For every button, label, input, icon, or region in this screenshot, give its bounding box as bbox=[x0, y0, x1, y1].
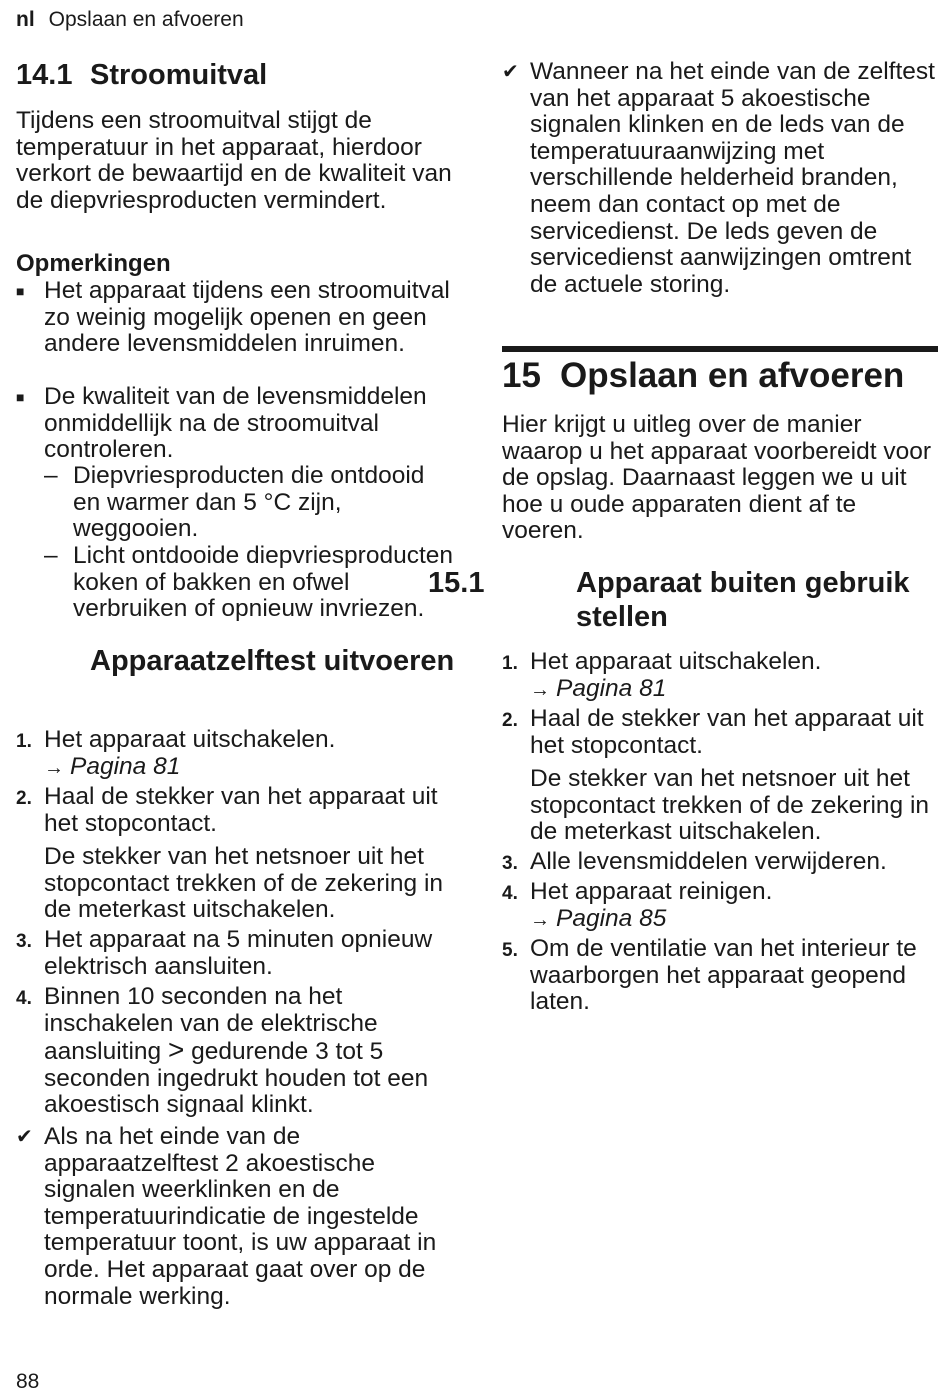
chapter-15-intro: Hier krijgt u uitleg over de manier waarop u het apparaat voorbereidt voor de opslag. Daarnaast leggen we u uit hoe u oude apparaten dient af te voeren. bbox=[502, 411, 932, 545]
section-number: 14.1 bbox=[16, 59, 73, 91]
notes-heading: Opmerkingen bbox=[16, 250, 171, 277]
chapter-title: Opslaan en afvoeren bbox=[48, 8, 244, 31]
dash-bullet-icon: – bbox=[44, 462, 58, 489]
step-item bbox=[502, 879, 940, 906]
step-item bbox=[16, 927, 436, 980]
step-text: Alle levensmiddelen verwijderen. bbox=[530, 848, 887, 875]
result-item bbox=[502, 59, 940, 298]
step-item bbox=[16, 784, 456, 837]
dash-bullet-icon: – bbox=[44, 542, 58, 569]
step-item bbox=[502, 649, 940, 676]
step-number: 5. bbox=[502, 940, 518, 961]
step-item bbox=[502, 849, 940, 876]
chapter-heading-title: Opslaan en afvoeren bbox=[560, 356, 905, 395]
step-text: Het apparaat na 5 minuten opnieuw elektrisch aansluiten. bbox=[44, 926, 433, 980]
step-number: 1. bbox=[16, 731, 32, 752]
step-item bbox=[502, 936, 930, 1016]
note-text: Het apparaat tijdens een stroomuitval zo weinig mogelijk openen en geen andere levensmiddelen inruimen. bbox=[44, 277, 450, 358]
note-item bbox=[16, 384, 456, 464]
note-text: De kwaliteit van de levensmiddelen onmiddellijk na de stroomuitval controleren. bbox=[44, 383, 427, 464]
section-title: Stroomuitval bbox=[90, 59, 268, 91]
arrow-right-icon: → bbox=[44, 757, 64, 779]
arrow-right-icon: → bbox=[530, 909, 550, 931]
step-number: 2. bbox=[16, 788, 32, 809]
step-number: 3. bbox=[16, 931, 32, 952]
chevron-right-key-icon: > bbox=[167, 1034, 185, 1066]
sub-note-item bbox=[16, 543, 456, 623]
step-text: Het apparaat uitschakelen. bbox=[44, 726, 336, 753]
chapter-number: 15 bbox=[502, 356, 541, 395]
step-text: Binnen 10 seconden na het inschakelen van de elektrische aansluiting bbox=[44, 983, 378, 1066]
page-reference-text[interactable]: Pagina 81 bbox=[70, 753, 181, 780]
step-detail: De stekker van het netsnoer uit het stopcontact trekken of de zekering in de meterkast uitschakelen. bbox=[44, 843, 444, 924]
chapter-divider bbox=[502, 346, 938, 352]
step-item bbox=[16, 984, 444, 1119]
step-text: Het apparaat uitschakelen. bbox=[530, 648, 822, 675]
step-number: 4. bbox=[16, 988, 32, 1009]
sub-note-text: Licht ontdooide diepvriesproducten koken of bakken en ofwel verbruiken of opnieuw invriezen. bbox=[73, 542, 454, 623]
step-detail: De stekker van het netsnoer uit het stopcontact trekken of de zekering in de meterkast uitschakelen. bbox=[530, 765, 930, 846]
section-14-1-heading bbox=[16, 58, 267, 92]
step-number: 4. bbox=[502, 883, 518, 904]
step-number: 1. bbox=[502, 653, 518, 674]
step-text: Om de ventilatie van het interieur te waarborgen het apparaat geopend laten. bbox=[530, 935, 917, 1016]
step-item bbox=[502, 706, 940, 759]
result-text: Als na het einde van de apparaatzelftest 2 akoestische signalen weerklinken en de temperatuurindicatie de ingestelde temperatuur toont, is uw apparaat in orde. Het apparaat gaat over op de normale werking. bbox=[44, 1123, 437, 1310]
page-header bbox=[16, 8, 244, 32]
chapter-15-heading bbox=[502, 356, 904, 396]
step-text-continued: gedurende 3 tot 5 seconden ingedrukt houden tot een akoestisch signaal klinkt. bbox=[44, 1038, 429, 1119]
result-item bbox=[16, 1124, 456, 1310]
page-number: 88 bbox=[16, 1370, 40, 1393]
step-item bbox=[16, 727, 456, 754]
page-reference-text[interactable]: Pagina 81 bbox=[556, 675, 667, 702]
step-number: 3. bbox=[502, 853, 518, 874]
checkmark-icon: ✔ bbox=[16, 1126, 33, 1148]
section-14-1-intro: Tijdens een stroomuitval stijgt de temperatuur in het apparaat, hierdoor verkort de bewaartijd en de kwaliteit van de diepvriesproducten vermindert. bbox=[16, 107, 452, 214]
section-title: Apparaat buiten gebruik stellen bbox=[576, 567, 910, 633]
result-text: Wanneer na het einde van de zelftest van het apparaat 5 akoestische signalen klinken en de leds van de temperatuuraanwijzing met verschillende helderheid branden, neem dan contact op met de servicedienst. De leds geven de servicedienst aanwijzingen omtrent de actuele storing. bbox=[530, 58, 935, 298]
language-code: nl bbox=[16, 8, 35, 31]
note-item bbox=[16, 278, 456, 358]
step-text: Haal de stekker van het apparaat uit het stopcontact. bbox=[530, 705, 924, 759]
step-number: 2. bbox=[502, 710, 518, 731]
arrow-right-icon: → bbox=[530, 679, 550, 701]
section-title: Apparaatzelftest uitvoeren bbox=[90, 645, 455, 677]
sub-note-text: Diepvriesproducten die ontdooid en warmer dan 5 °C zijn, weggooien. bbox=[73, 462, 425, 543]
square-bullet-icon: ■ bbox=[16, 283, 25, 299]
section-14-2-heading bbox=[16, 644, 510, 678]
step-text: Haal de stekker van het apparaat uit het stopcontact. bbox=[44, 783, 438, 837]
page-reference[interactable] bbox=[16, 754, 180, 782]
page-reference[interactable] bbox=[502, 676, 666, 704]
section-15-1-heading bbox=[428, 566, 950, 634]
section-number bbox=[16, 644, 90, 678]
checkmark-icon: ✔ bbox=[502, 61, 519, 83]
page-reference[interactable] bbox=[502, 906, 666, 934]
section-number: 15.1 bbox=[428, 567, 485, 599]
square-bullet-icon: ■ bbox=[16, 389, 25, 405]
sub-note-item bbox=[16, 463, 456, 543]
page-reference-text[interactable]: Pagina 85 bbox=[556, 905, 667, 932]
step-text: Het apparaat reinigen. bbox=[530, 878, 773, 905]
